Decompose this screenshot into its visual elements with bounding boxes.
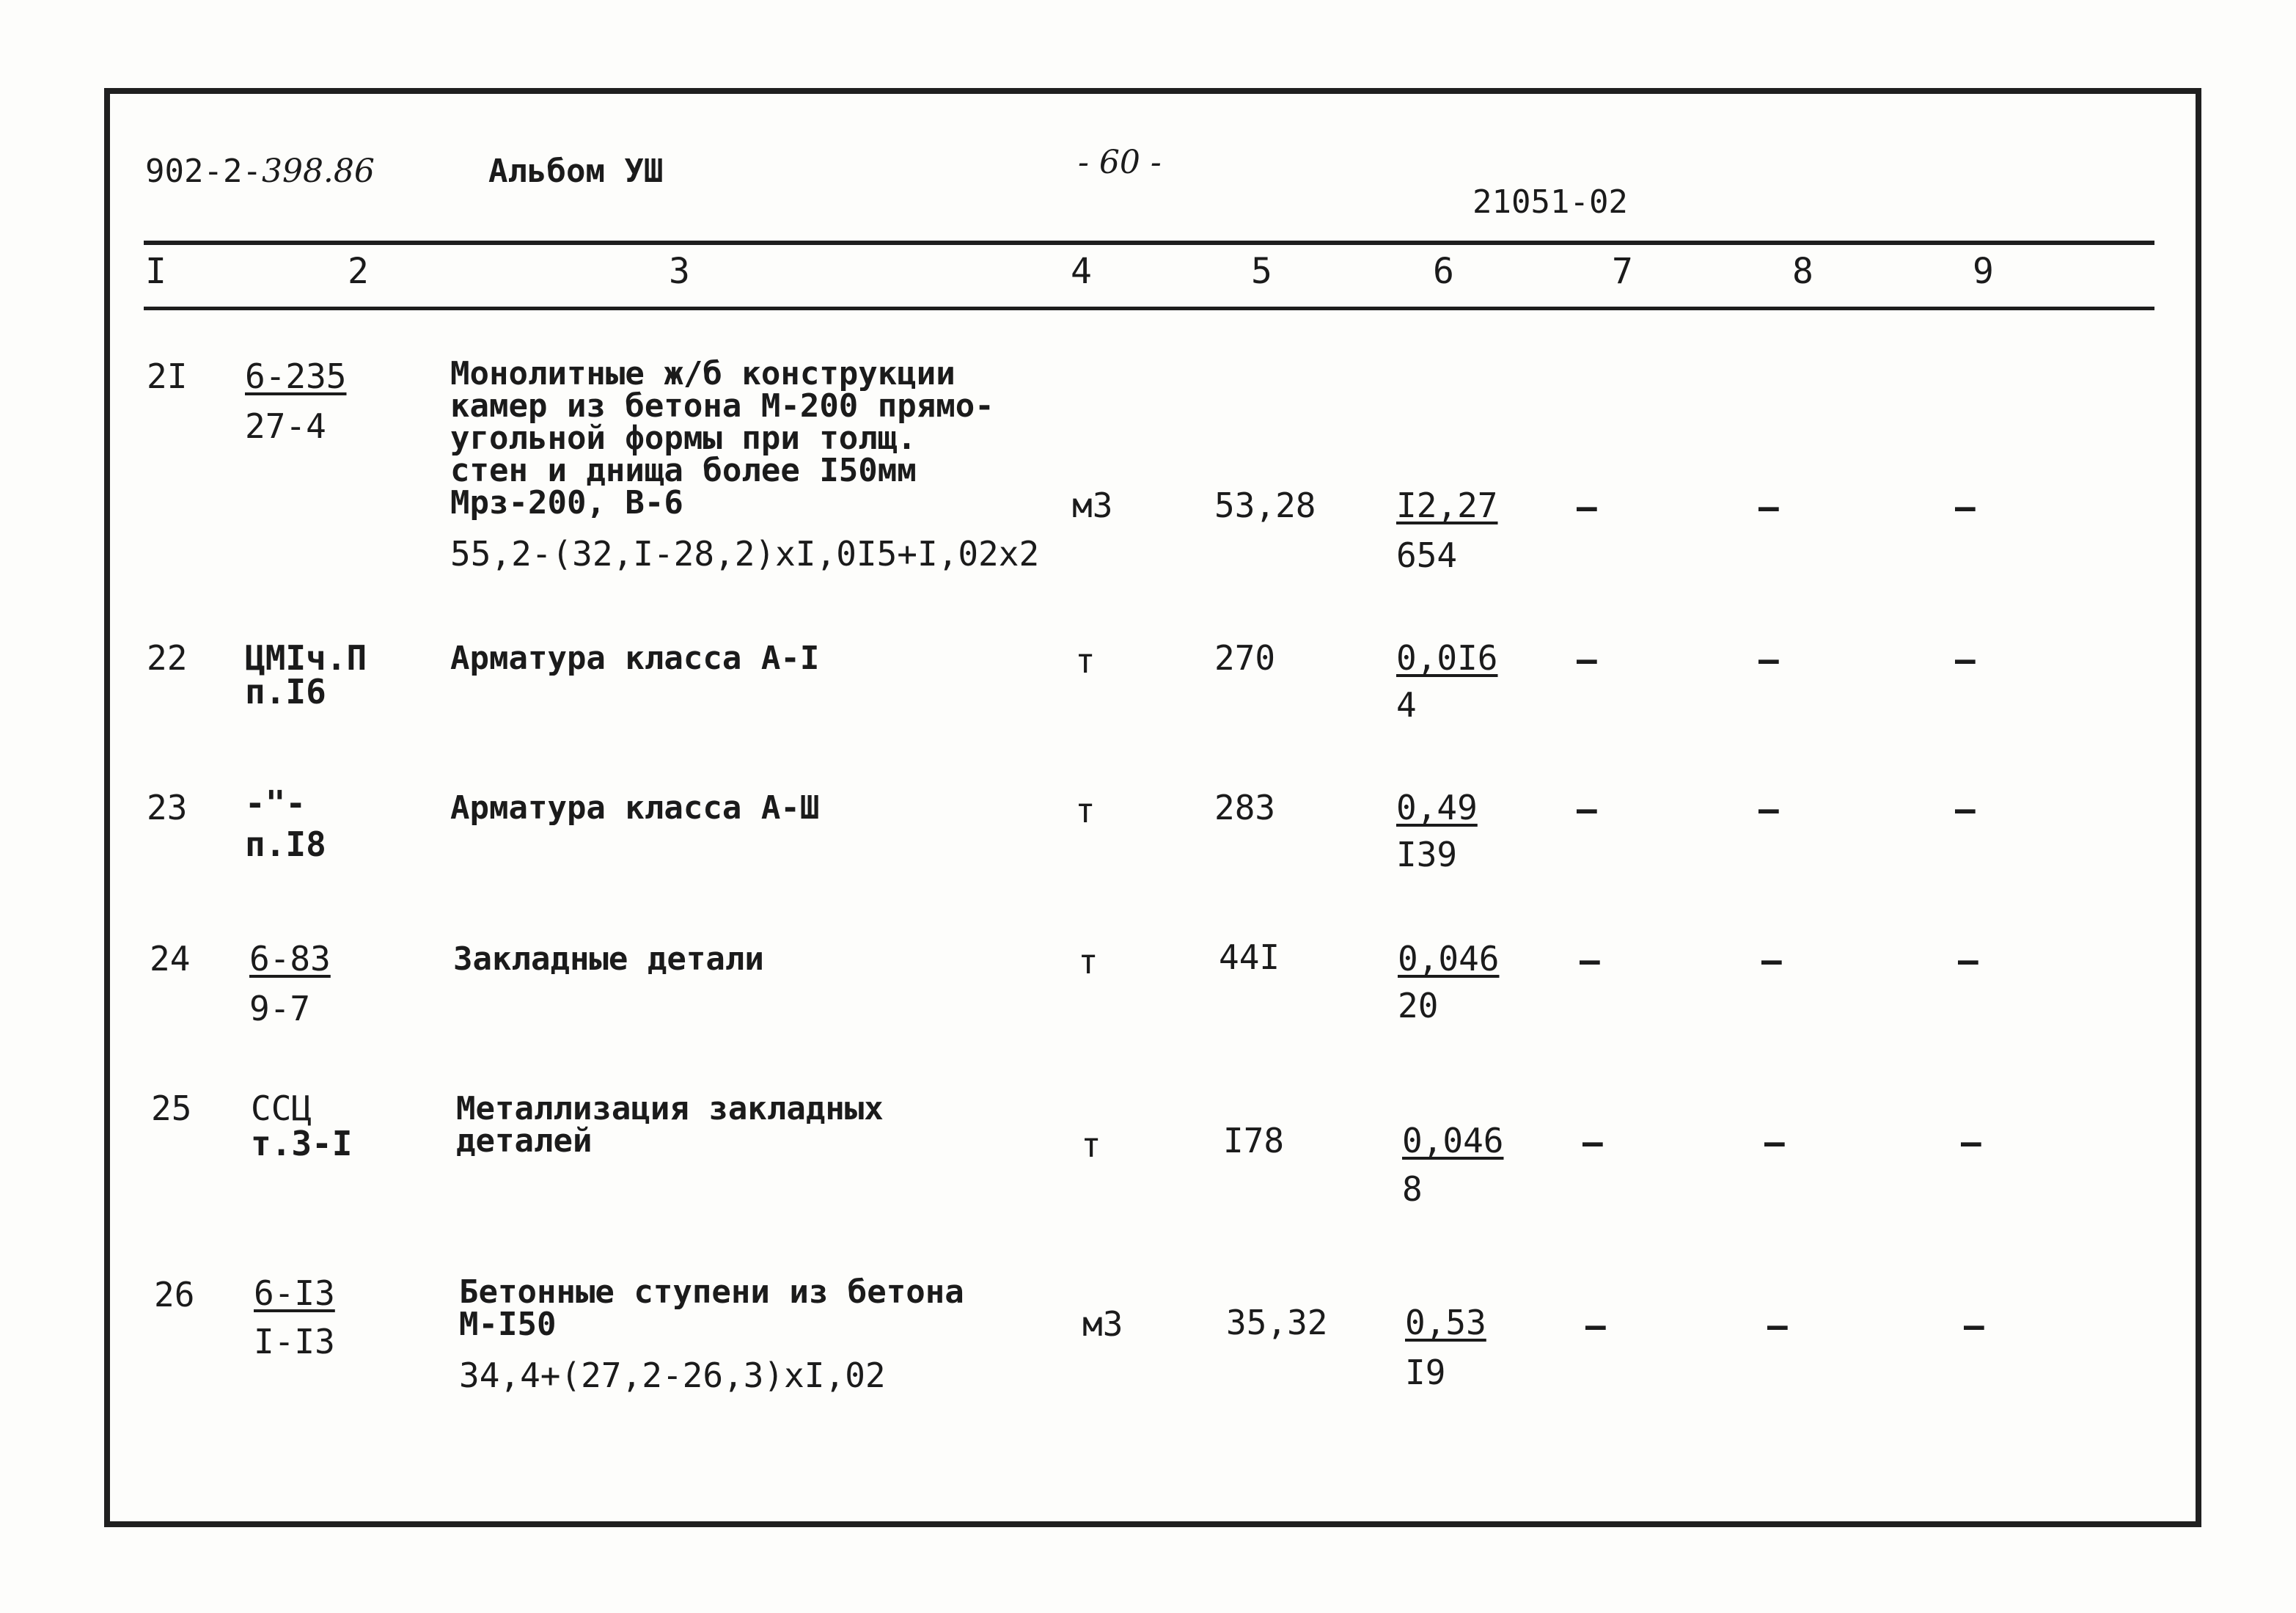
quantity-top: 0,0I6 bbox=[1396, 638, 1498, 678]
unit: т bbox=[1075, 641, 1096, 681]
column-7-value: – bbox=[1577, 487, 1597, 527]
reference-bottom: 9-7 bbox=[249, 989, 311, 1028]
project-code-handwritten: 398.86 bbox=[261, 153, 375, 190]
formula: 34,4+(27,2-26,3)xI,02 bbox=[459, 1356, 886, 1395]
description-line: М-I50 bbox=[459, 1306, 557, 1343]
description-line: Мрз-200, В-6 bbox=[450, 484, 683, 522]
column-header-1: I bbox=[145, 251, 166, 292]
reference-bottom: п.I6 bbox=[245, 672, 326, 712]
unit-price: 270 bbox=[1214, 638, 1276, 678]
column-8-value: – bbox=[1758, 789, 1779, 829]
column-header-3: 3 bbox=[669, 251, 690, 292]
column-7-value: – bbox=[1580, 940, 1600, 980]
column-header-8: 8 bbox=[1792, 251, 1813, 292]
description-line: деталей bbox=[456, 1122, 593, 1160]
project-code-prefix: 902-2- bbox=[145, 153, 262, 190]
quantity-bottom: I39 bbox=[1396, 835, 1458, 874]
description-line: Металлизация закладных bbox=[456, 1090, 884, 1127]
quantity-top: 0,046 bbox=[1402, 1121, 1504, 1160]
description-line: Арматура класса А-I bbox=[450, 640, 820, 677]
album-label: Альбом УШ bbox=[488, 153, 664, 190]
unit: т bbox=[1078, 942, 1099, 981]
column-8-value: – bbox=[1764, 1122, 1785, 1162]
column-header-4: 4 bbox=[1071, 251, 1092, 292]
unit: т bbox=[1075, 791, 1096, 830]
column-9-value: – bbox=[1955, 640, 1976, 679]
column-header-7: 7 bbox=[1612, 251, 1633, 292]
document-number: 21051-02 bbox=[1472, 183, 1628, 221]
unit-price: 283 bbox=[1214, 788, 1276, 827]
unit: м3 bbox=[1082, 1304, 1123, 1344]
column-7-value: – bbox=[1585, 1306, 1606, 1345]
column-header-9: 9 bbox=[1973, 251, 1994, 292]
description-line: Арматура класса А-Ш bbox=[450, 789, 820, 827]
row-number: 2I bbox=[147, 356, 188, 396]
quantity-top: 0,49 bbox=[1396, 788, 1478, 827]
quantity-top: I2,27 bbox=[1396, 486, 1498, 525]
column-header-2: 2 bbox=[348, 251, 369, 292]
unit-price: 44I bbox=[1219, 937, 1280, 977]
page-number: - 60 - bbox=[1078, 144, 1162, 181]
unit: м3 bbox=[1072, 486, 1113, 525]
reference-top: ЦМIч.П bbox=[245, 638, 367, 678]
row-number: 26 bbox=[154, 1275, 195, 1314]
quantity-bottom: I9 bbox=[1405, 1353, 1446, 1392]
reference-bottom: 27-4 bbox=[245, 406, 326, 446]
description-line: угольной формы при толщ. bbox=[450, 420, 917, 457]
reference-top: ССЦ bbox=[251, 1089, 312, 1128]
column-8-value: – bbox=[1767, 1306, 1788, 1345]
unit-price: I78 bbox=[1223, 1121, 1285, 1160]
header-rule-top bbox=[144, 241, 2154, 245]
quantity-bottom: 8 bbox=[1402, 1169, 1423, 1209]
column-header-6: 6 bbox=[1433, 251, 1454, 292]
column-7-value: – bbox=[1582, 1122, 1603, 1162]
reference-top: -"- bbox=[245, 783, 307, 823]
reference-top: 6-235 bbox=[245, 356, 347, 396]
description-line: Монолитные ж/б конструкции bbox=[450, 355, 956, 392]
reference-top: 6-83 bbox=[249, 939, 331, 979]
reference-top: 6-I3 bbox=[254, 1273, 335, 1313]
description-line: Бетонные ступени из бетона bbox=[459, 1273, 964, 1311]
column-9-value: – bbox=[1964, 1306, 1984, 1345]
column-8-value: – bbox=[1758, 487, 1779, 527]
header-rule-bottom bbox=[144, 307, 2154, 310]
reference-bottom: I-I3 bbox=[254, 1322, 335, 1361]
page-frame bbox=[104, 88, 2201, 1527]
reference-bottom: п.I8 bbox=[245, 824, 326, 864]
quantity-top: 0,53 bbox=[1405, 1303, 1486, 1342]
quantity-bottom: 20 bbox=[1398, 986, 1439, 1025]
project-code bbox=[145, 153, 375, 190]
reference-bottom: т.3-I bbox=[251, 1124, 353, 1163]
description-line: Закладные детали bbox=[453, 940, 764, 978]
quantity-bottom: 654 bbox=[1396, 535, 1458, 575]
quantity-bottom: 4 bbox=[1396, 685, 1417, 725]
row-number: 23 bbox=[147, 788, 188, 827]
column-9-value: – bbox=[1958, 940, 1978, 980]
column-8-value: – bbox=[1758, 640, 1779, 679]
unit-price: 53,28 bbox=[1214, 486, 1316, 525]
description-line: стен и днища более I50мм bbox=[450, 452, 917, 489]
formula: 55,2-(32,I-28,2)xI,0I5+I,02x2 bbox=[450, 534, 1040, 574]
row-number: 22 bbox=[147, 638, 188, 678]
column-9-value: – bbox=[1961, 1122, 1981, 1162]
column-9-value: – bbox=[1955, 789, 1976, 829]
description-line: камер из бетона М-200 прямо- bbox=[450, 387, 994, 425]
unit: т bbox=[1081, 1125, 1101, 1165]
column-header-5: 5 bbox=[1251, 251, 1272, 292]
unit-price: 35,32 bbox=[1226, 1303, 1328, 1342]
column-8-value: – bbox=[1761, 940, 1782, 980]
column-7-value: – bbox=[1577, 789, 1597, 829]
quantity-top: 0,046 bbox=[1398, 939, 1500, 979]
row-number: 24 bbox=[150, 939, 191, 979]
column-7-value: – bbox=[1577, 640, 1597, 679]
row-number: 25 bbox=[151, 1089, 192, 1128]
column-9-value: – bbox=[1955, 487, 1976, 527]
